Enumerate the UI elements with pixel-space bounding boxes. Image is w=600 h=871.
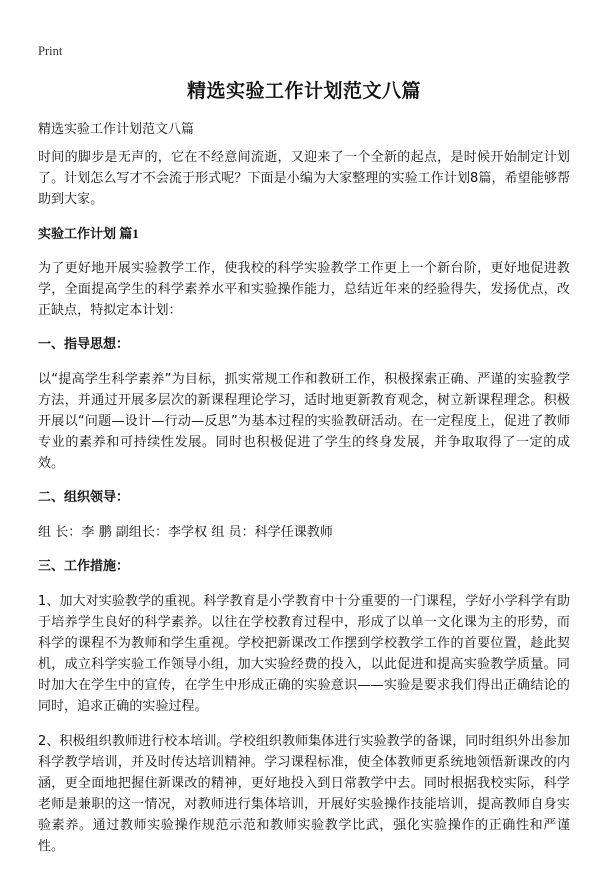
heading-organization: 二、组织领导：: [38, 490, 130, 505]
page-title: 精选实验工作计划范文八篇: [186, 80, 421, 102]
print-link[interactable]: Print: [38, 44, 63, 58]
measure-paragraph-1: 1、加大对实验教学的重视。科学教育是小学教育中十分重要的一门课程，学好小学科学有助于培养学生良好的科学素养。以往在学校教育过程中，形成了以单一文化课为主的形势，而科学的课程不为教师和学生重视。学校把新课改工作摆到学校教学工作的首要位置，趁此契机，成立科学实验工作领导小组，加大实验经费的投入，以此促进和提高实验教学质量。同时加大在学生中的宣传，在学生中形成正确的实验意识——实验是要求我们得出正确结论的同时，追求正确的实验过程。: [38, 594, 570, 714]
heading-guiding-ideology: 一、指导思想：: [38, 337, 130, 352]
heading-work-measures: 三、工作措施：: [38, 559, 130, 574]
document-subtitle: 精选实验工作计划范文八篇: [38, 122, 195, 137]
section-heading-plan-1: 实验工作计划 篇1: [38, 226, 139, 241]
organization-paragraph: 组 长：李 鹏 副组长：李学权 组 员：科学任课教师: [38, 525, 333, 540]
document-body: [38, 147, 570, 871]
intro-paragraph: 时间的脚步是无声的，它在不经意间流逝，又迎来了一个全新的起点，是时候开始制定计划了。计划怎么写才不会流于形式呢？下面是小编为大家整理的实验工作计划8篇，希望能够帮助到大家。: [38, 150, 570, 207]
measure-paragraph-2: 2、积极组织教师进行校本培训。学校组织教师集体进行实验教学的备课，同时组织外出参加科学教学培训，并及时传达培训精神。学习课程标准，使全体教师更系统地领悟新课改的内涵，更全面地把握住新课改的精神，更好地投入到日常教学中去。同时根据我校实际，科学老师是兼职的这一情况，对教师进行集体培训，开展好实验操作技能培训，提高教师自身实验素养。通过教师实验操作规范示范和教师实验教学比武，强化实验操作的正确性和严谨性。: [38, 734, 570, 854]
guiding-ideology-paragraph: 以“提高学生科学素养”为目标，抓实常规工作和教研工作，积极探索正确、严谨的实验教学方法，并通过开展多层次的新课程理论学习，适时地更新教育观念，树立新课程理念。积极开展以“问题—设计—行动—反思”为基本过程的实验教研活动。在一定程度上，促进了教师专业的素养和可持续性发展。同时也积极促进了学生的终身发展，并争取取得了一定的成效。: [38, 372, 570, 471]
section-intro-paragraph: 为了更好地开展实验教学工作，使我校的科学实验教学工作更上一个新台阶，更好地促进教学，全面提高学生的科学素养水平和实验操作能力，总结近年来的经验得失，发扬优点，改正缺点，特拟定本计划：: [38, 261, 570, 318]
